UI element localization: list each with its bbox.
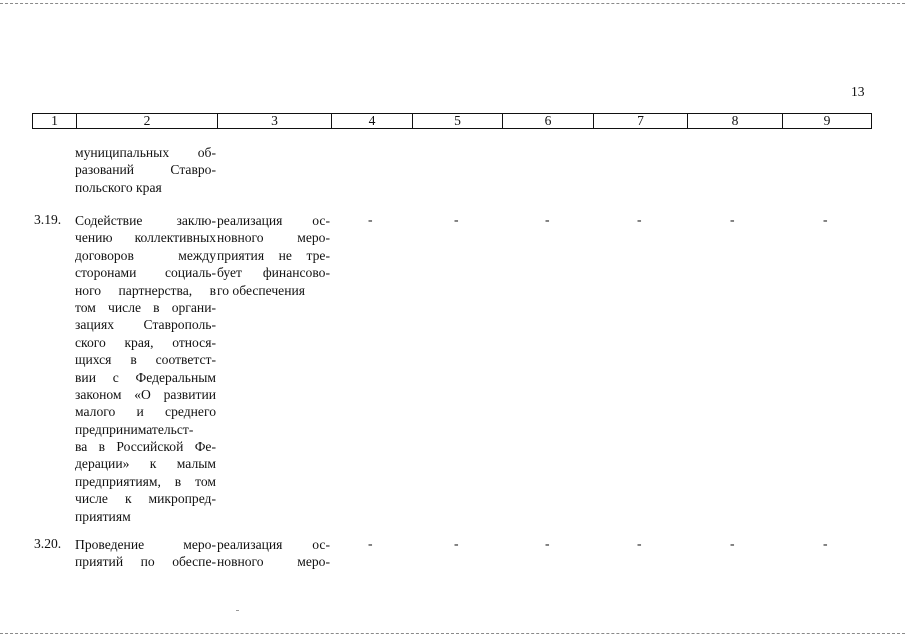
scan-speck <box>236 610 239 611</box>
row-number: 3.20. <box>34 536 62 551</box>
value-cell: - <box>454 212 459 227</box>
text-line: приятий по обеспе- <box>75 554 216 570</box>
header-col-9: 9 <box>782 114 871 128</box>
text-line: зациях Ставрополь- <box>75 317 216 333</box>
scan-edge-top <box>0 3 905 4</box>
text-line: ского края, относя- <box>75 334 216 350</box>
page-number: 13 <box>851 84 865 99</box>
value-cell: - <box>823 536 828 551</box>
text-line: договоров между <box>75 247 216 263</box>
header-col-3: 3 <box>217 114 331 128</box>
text-line: предприятиям, в том <box>75 473 216 489</box>
text-line: реализация ос- <box>217 537 330 552</box>
continuation-text <box>75 144 216 196</box>
text-line: малого и среднего <box>75 404 216 420</box>
text-line: приятия не тре- <box>217 247 330 263</box>
text-line: числе к микропред- <box>75 491 216 507</box>
value-cell: - <box>368 212 373 227</box>
text-line: муниципальных об- <box>75 145 216 160</box>
header-col-6: 6 <box>502 114 593 128</box>
value-cell: - <box>730 536 735 551</box>
row-description <box>75 536 216 571</box>
header-col-1: 1 <box>51 113 58 128</box>
text-line: ного партнерства, в <box>75 282 216 298</box>
text-line: Проведение меро- <box>75 537 216 552</box>
text-line: дерации» к малым <box>75 456 216 472</box>
text-line: предпринимательст- <box>75 421 194 437</box>
text-line: реализация ос- <box>217 213 330 228</box>
value-cell: - <box>545 536 550 551</box>
value-cell: - <box>823 212 828 227</box>
text-line: чению коллективных <box>75 230 216 246</box>
text-line: бует финансово- <box>217 265 330 281</box>
value-cell: - <box>730 212 735 227</box>
text-line: разований Ставро- <box>75 162 216 178</box>
text-line: новного меро- <box>217 230 330 246</box>
text-line: законом «О развитии <box>75 386 216 402</box>
text-line: сторонами социаль- <box>75 265 216 281</box>
text-line: польского края <box>75 179 162 195</box>
row-note <box>217 212 330 299</box>
value-cell: - <box>545 212 550 227</box>
table-header-row <box>32 113 872 129</box>
header-col-5: 5 <box>412 114 502 128</box>
text-line: том числе в органи- <box>75 299 216 315</box>
text-line: приятиям <box>75 508 131 524</box>
text-line: новного меро- <box>217 554 330 570</box>
header-col-7: 7 <box>593 114 687 128</box>
scan-edge-bottom <box>0 633 905 634</box>
value-cell: - <box>368 536 373 551</box>
value-cell: - <box>454 536 459 551</box>
text-line: Содействие заклю- <box>75 213 216 228</box>
value-cell: - <box>637 212 642 227</box>
header-col-4: 4 <box>331 114 412 128</box>
value-cell: - <box>637 536 642 551</box>
row-number: 3.19. <box>34 212 62 227</box>
row-description <box>75 212 216 525</box>
text-line: щихся в соответст- <box>75 352 216 368</box>
text-line: го обеспечения <box>217 282 306 298</box>
text-line: вии с Федеральным <box>75 369 216 385</box>
header-col-8: 8 <box>687 114 782 128</box>
header-col-2: 2 <box>76 114 217 128</box>
row-note <box>217 536 330 571</box>
text-line: ва в Российской Фе- <box>75 439 216 455</box>
